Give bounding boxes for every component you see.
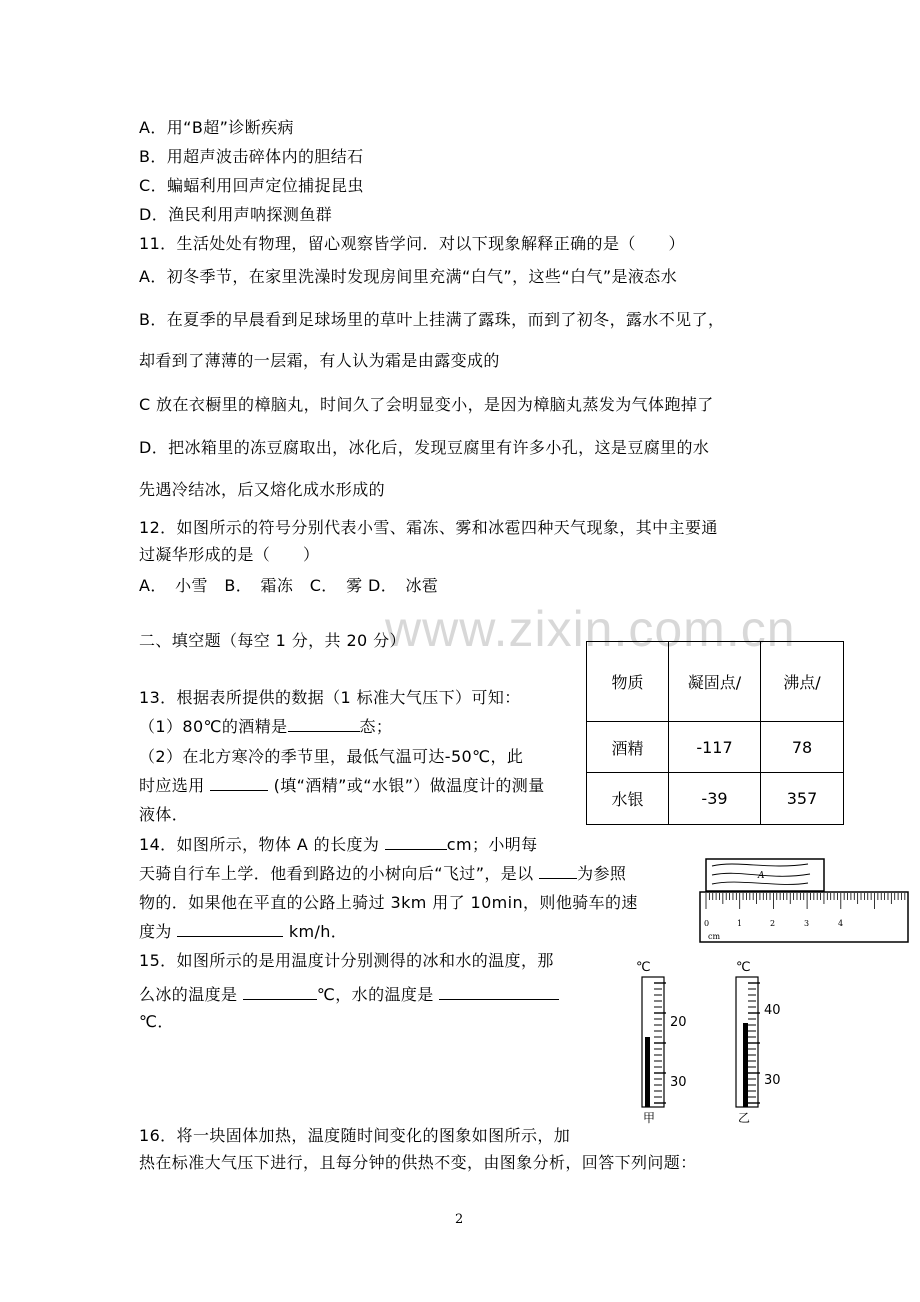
q13-part1-pre: （1）80℃的酒精是 [139, 717, 288, 736]
q13-blank-2[interactable] [210, 776, 268, 791]
q14-line3: 物的．如果他在平直的公路上骑过 3km 用了 10min，则他骑车的速 [139, 893, 638, 912]
thermometer-left-column [645, 1037, 650, 1107]
q13-part2-post: (填“酒精”或“水银”）做温度计的测量 [273, 776, 545, 795]
q11-option-c: C 放在衣橱里的樟脑丸，时间久了会明显变小，是因为樟脑丸蒸发为气体跑掉了 [139, 395, 714, 414]
q15-line1: 15．如图所示的是用温度计分别测得的冰和水的温度，那 [139, 951, 554, 970]
q15-blank-1[interactable] [243, 985, 317, 1000]
q13-part1-post: 态； [359, 717, 393, 736]
thermometer-left-unit: ℃ [636, 960, 651, 975]
q13-part2-line2 [139, 775, 545, 797]
q13-part2-pre: 时应选用 [139, 776, 205, 795]
q11-option-d-line1: D．把冰箱里的冻豆腐取出，冰化后，发现豆腐里有许多小孔，这是豆腐里的水 [139, 438, 710, 457]
table-cell: 78 [761, 722, 844, 773]
q15-blank-2[interactable] [439, 985, 559, 1000]
q14-line2-post: 为参照 [577, 864, 627, 883]
q10-option-d: D．渔民利用声呐探测鱼群 [139, 205, 333, 224]
q13-part1 [139, 716, 392, 738]
ruler-tick-label: 3 [804, 919, 810, 928]
q14-line1-post: cm；小明每 [446, 835, 538, 854]
q10-option-b: B．用超声波击碎体内的胆结石 [139, 147, 364, 166]
q14-blank-3[interactable] [177, 922, 283, 937]
q10-option-c: C．蝙蝠利用回声定位捕捉昆虫 [139, 176, 364, 195]
table-row [587, 722, 844, 773]
q14-line1-pre: 14．如图所示，物体 A 的长度为 [139, 835, 380, 854]
table-header-row [587, 642, 844, 722]
thermometer-right-column [743, 1023, 748, 1107]
thermometer-left-label: 20 [670, 1015, 687, 1030]
q10-option-a: A．用“B超”诊断疾病 [139, 118, 294, 137]
ruler-tick-label: 0 [704, 919, 710, 928]
table-cell: 酒精 [587, 722, 669, 773]
q16-line2: 热在标准大气压下进行，且每分钟的供热不变，由图象分析，回答下列问题： [139, 1153, 697, 1172]
section-heading: 二、填空题（每空 1 分，共 20 分） [139, 631, 406, 650]
table-cell: 水银 [587, 773, 669, 825]
page-number: 2 [455, 1212, 464, 1227]
q14-line1 [139, 834, 538, 856]
q14-line2 [139, 863, 626, 885]
ruler-tick-label: 2 [770, 919, 776, 928]
q11-option-b-line1: B．在夏季的早晨看到足球场里的草叶上挂满了露珠，而到了初冬，露水不见了， [139, 310, 725, 329]
thermometer-right-label: 40 [764, 1003, 781, 1018]
q11-option-d-line2: 先遇冷结冰，后又熔化成水形成的 [139, 480, 386, 499]
q14-blank-2[interactable] [539, 864, 577, 879]
q12-stem-line2: 过凝华形成的是（ ） [139, 545, 320, 564]
q15-line2-mid: ℃，水的温度是 [316, 985, 434, 1004]
table-cell: 357 [761, 773, 844, 825]
q14-line2-pre: 天骑自行车上学．他看到路边的小树向后“飞过”，是以 [139, 864, 534, 883]
ruler-tick-label: 1 [737, 919, 743, 928]
thermometer-left-caption: 甲 [643, 1111, 656, 1125]
q12-options: A． 小雪 B． 霜冻 C． 雾 D． 冰雹 [139, 576, 439, 595]
ruler-tick-label: 4 [838, 919, 844, 928]
table-header-cell: 物质 [587, 642, 669, 722]
thermometer-figure [618, 955, 798, 1125]
thermometer-right-unit: ℃ [736, 960, 751, 975]
table-row [587, 773, 844, 825]
q13-part2-line3: 液体． [139, 805, 189, 824]
q13-stem: 13．根据表所提供的数据（1 标准大气压下）可知： [139, 688, 521, 707]
watermark: www.zixin.com.cn [385, 601, 796, 657]
table-header-cell: 沸点/ [761, 642, 844, 722]
q11-option-a: A．初冬季节，在家里洗澡时发现房间里充满“白气”，这些“白气”是液态水 [139, 267, 678, 286]
thermometer-right-label: 30 [764, 1073, 781, 1088]
ruler-figure [698, 856, 910, 946]
q11-stem: 11．生活处处有物理，留心观察皆学问．对以下现象解释正确的是（ ） [139, 234, 685, 253]
q12-stem-line1: 12．如图所示的符号分别代表小雪、霜冻、雾和冰雹四种天气现象，其中主要通 [139, 518, 718, 537]
q13-blank-1[interactable] [288, 717, 360, 732]
q15-line3: ℃． [139, 1012, 174, 1031]
table-cell: -117 [669, 722, 761, 773]
q14-blank-1[interactable] [385, 835, 447, 850]
q15-line2-pre: 么冰的温度是 [139, 985, 238, 1004]
table-header-cell: 凝固点/ [669, 642, 761, 722]
q11-option-b-line2: 却看到了薄薄的一层霜，有人认为霜是由露变成的 [139, 351, 500, 370]
table-cell: -39 [669, 773, 761, 825]
q13-part2-line1: （2）在北方寒冷的季节里，最低气温可达-50℃，此 [139, 747, 524, 766]
q14-line4-pre: 度为 [139, 922, 172, 941]
q15-line2 [139, 984, 559, 1006]
q16-line1: 16．将一块固体加热，温度随时间变化的图象如图所示，加 [139, 1126, 571, 1145]
thermometer-right-caption: 乙 [738, 1111, 751, 1125]
q14-line4 [139, 921, 347, 943]
object-a-label: A [758, 871, 765, 881]
q14-line4-post: km/h． [288, 922, 348, 941]
data-table [586, 641, 844, 825]
ruler-unit: cm [708, 932, 721, 941]
thermometer-left-label: 30 [670, 1075, 687, 1090]
